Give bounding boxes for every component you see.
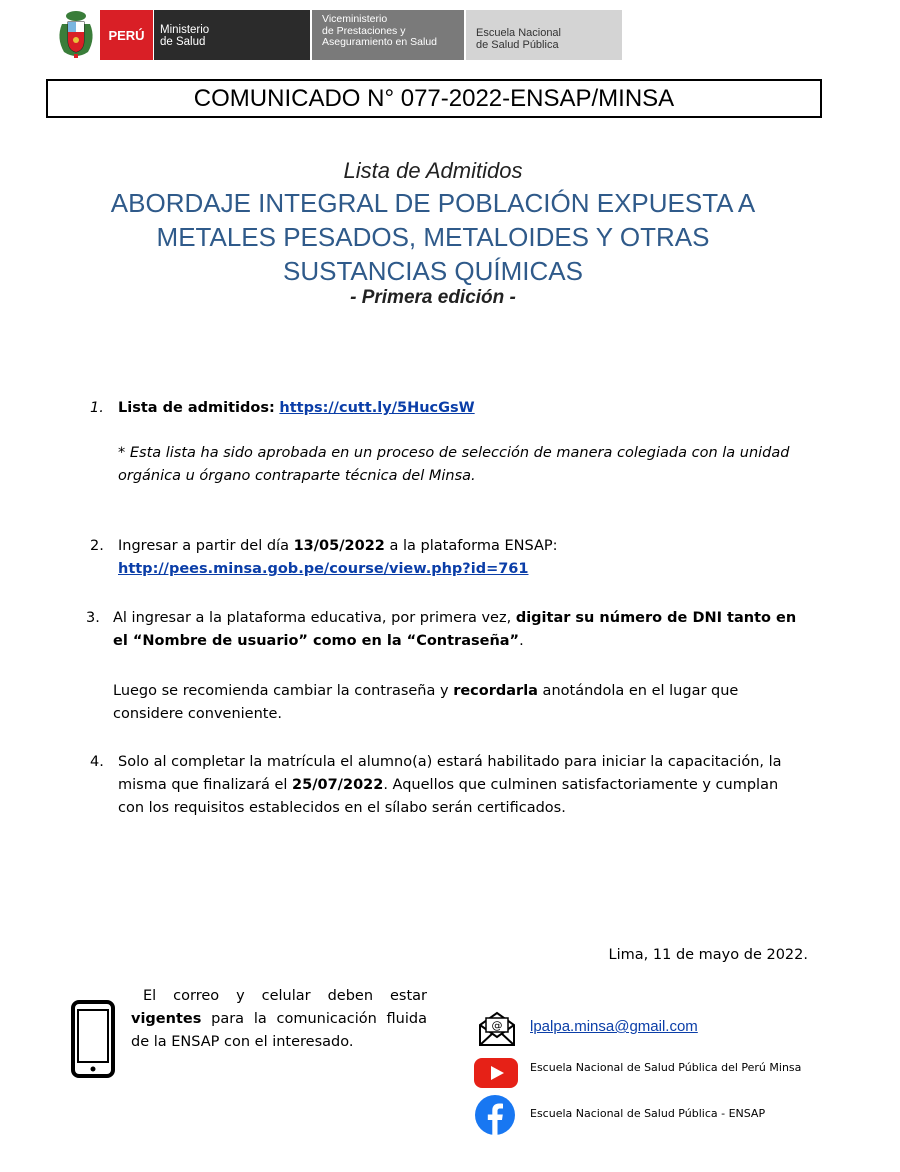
item-2-text-after: a la plataforma ENSAP: (384, 538, 558, 554)
item-3-period: . (519, 633, 524, 649)
svg-text:@: @ (491, 1019, 503, 1032)
item-4-line: Solo al completar la matrícula el alumno(a) estará habilitado para iniciar la capacitación, la (118, 754, 782, 770)
mobile-phone-icon (71, 1000, 115, 1078)
item-3-bold-line: digitar su número de DNI tanto en (515, 610, 797, 626)
item-3-para2-line2: considere conveniente. (113, 706, 282, 722)
ministry-line: Ministerio (160, 24, 210, 36)
viceministry-line: de Prestaciones y (322, 24, 406, 37)
item-1-line (118, 397, 475, 420)
item-1-number: 1. (90, 400, 104, 416)
footer-note-bold: vigentes (131, 1011, 202, 1027)
ministry-line: de Salud (160, 36, 206, 48)
facebook-icon (474, 1094, 516, 1136)
viceministry-line: Aseguramiento en Salud (322, 36, 437, 48)
course-title-line: SUSTANCIAS QUÍMICAS (282, 256, 583, 286)
email-icon (477, 1010, 517, 1048)
platform-link[interactable]: http://pees.minsa.gob.pe/course/view.php?id=761 (118, 561, 529, 577)
ministry-label (154, 10, 312, 60)
peru-coat-of-arms-icon (56, 10, 96, 58)
item-3-bold-line: el “Nombre de usuario” como en la “Contraseña” (113, 633, 520, 649)
contact-email-link[interactable]: lpalpa.minsa@gmail.com (530, 1018, 698, 1035)
item-1-note (118, 442, 789, 488)
footer-note-line-3: de la ENSAP con el interesado. (131, 1034, 354, 1050)
youtube-icon (474, 1058, 518, 1088)
school-label (466, 10, 622, 60)
item-2-text-before: Ingresar a partir del día (118, 538, 294, 554)
edition-label: - Primera edición - (350, 287, 516, 308)
footer-note-rest: para la comunicación fluida (201, 1011, 427, 1027)
header-logo-bar (56, 10, 622, 60)
item-1-label: Lista de admitidos: (118, 400, 275, 416)
course-title-line: ABORDAJE INTEGRAL DE POBLACIÓN EXPUESTA A (110, 188, 756, 218)
item-2-date: 13/05/2022 (293, 538, 385, 554)
item-2-number: 2. (90, 538, 104, 554)
item-3-para2-bold: recordarla (453, 683, 538, 699)
signature-date: Lima, 11 de mayo de 2022. (608, 947, 808, 963)
viceministry-line: Viceministerio (322, 13, 388, 25)
item-4-line2-before: misma que finalizará el (118, 777, 293, 793)
item-4-text (118, 751, 812, 820)
item-4-line2-after: . Aquellos que culminen satisfactoriamente y cumplan (383, 777, 779, 793)
school-line: Escuela Nacional (476, 27, 561, 39)
comunicado-title: COMUNICADO N° 077-2022-ENSAP/MINSA (46, 79, 822, 118)
viceministry-label (312, 10, 466, 60)
item-3-text (113, 607, 796, 653)
footer-note-line-2 (131, 1008, 427, 1031)
item-2-text (118, 535, 558, 581)
admitted-list-link[interactable]: https://cutt.ly/5HucGsW (279, 400, 475, 416)
item-3-number: 3. (86, 610, 100, 626)
course-title-line: METALES PESADOS, METALOIDES Y OTRAS (156, 222, 710, 252)
youtube-channel-label[interactable]: Escuela Nacional de Salud Pública del Perú Minsa (530, 1061, 802, 1074)
peru-badge: PERÚ (100, 10, 154, 60)
contact-email-row (530, 1018, 698, 1036)
item-4-date: 25/07/2022 (292, 777, 384, 793)
item-3-para2-after: anotándola en el lugar que (537, 683, 739, 699)
item-3-text-before: Al ingresar a la plataforma educativa, por primera vez, (113, 610, 516, 626)
item-4-number: 4. (90, 754, 104, 770)
item-3-paragraph-2 (113, 680, 738, 726)
document-subtitle: Lista de Admitidos (343, 158, 523, 183)
school-line: de Salud Pública (476, 39, 559, 51)
item-1-note-line: * Esta lista ha sido aprobada en un proceso de selección de manera colegiada con la unidad (118, 445, 790, 461)
item-4-line: con los requisitos establecidos en el sílabo serán certificados. (118, 800, 566, 816)
course-title (40, 186, 826, 288)
item-3-para2-before: Luego se recomienda cambiar la contraseña y (113, 683, 454, 699)
item-1-note-line: orgánica u órgano contraparte técnica del Minsa. (118, 468, 476, 484)
item-2-line (118, 535, 558, 558)
footer-note-line-1: El correo y celular deben estar (143, 988, 427, 1004)
facebook-page-label[interactable]: Escuela Nacional de Salud Pública - ENSAP (530, 1107, 766, 1120)
